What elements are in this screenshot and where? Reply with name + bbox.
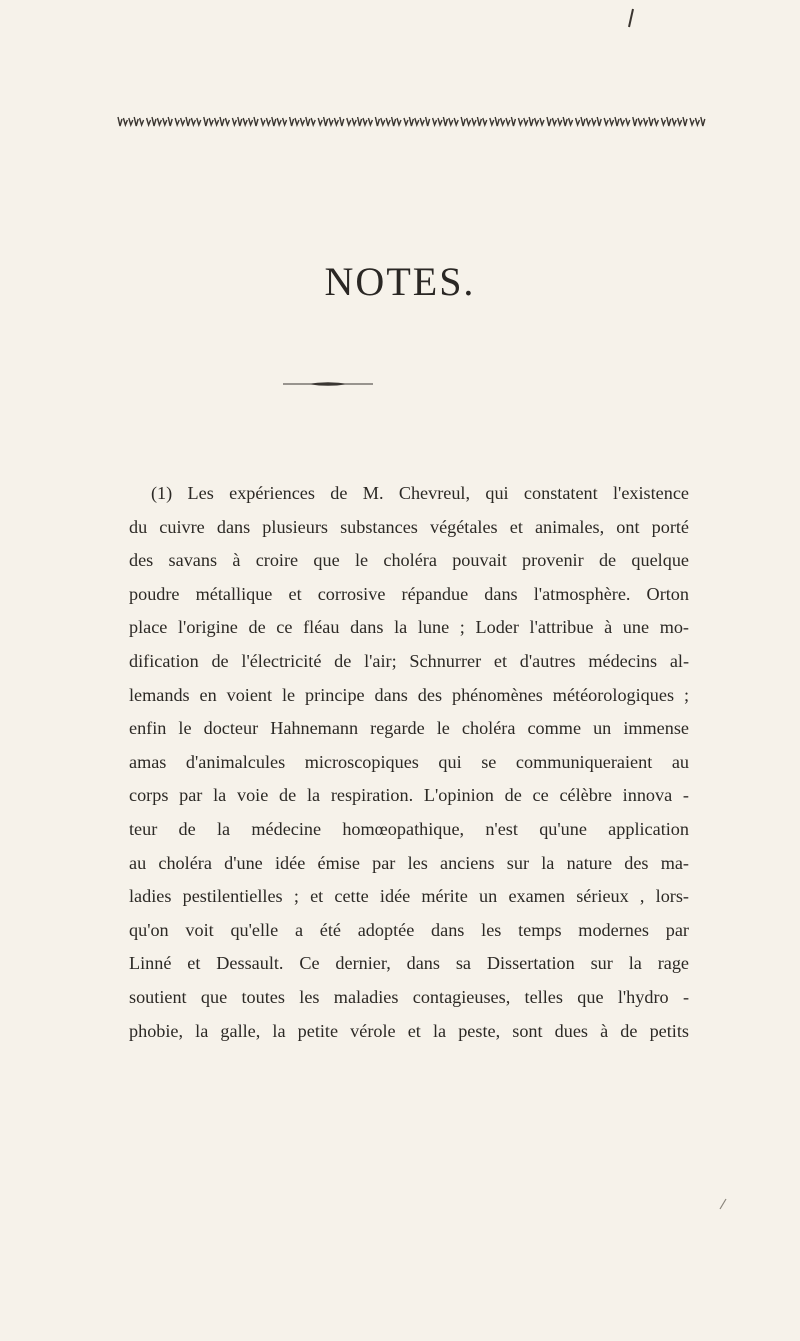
ornament-glyph <box>186 117 190 126</box>
ornament-glyph <box>649 117 653 126</box>
ornament-glyph <box>490 118 494 125</box>
ornament-glyph <box>347 118 351 125</box>
ornament-glyph <box>220 117 224 126</box>
ornament-glyph <box>277 118 281 125</box>
ornament-glyph <box>404 118 408 125</box>
ornament-glyph <box>592 118 596 125</box>
ornament-glyph <box>610 118 614 125</box>
ornament-glyph <box>204 117 208 126</box>
ornament-glyph <box>477 117 481 126</box>
ornament-glyph <box>654 118 658 125</box>
ornament-glyph <box>449 118 453 125</box>
ornament-glyph <box>140 118 144 125</box>
ornament-glyph <box>661 118 665 125</box>
ornament-glyph <box>334 118 338 125</box>
ornament-glyph <box>518 118 522 125</box>
ornament-glyph <box>397 118 401 125</box>
ornament-glyph <box>175 118 179 125</box>
footnote-line: place l'origine de ce fléau dans la lune ; Loder l'attribue à une mo- <box>129 617 689 638</box>
ornament-glyph <box>363 118 367 125</box>
footnote-line: ladies pestilentielles ; et cette idée mérite un examen sérieux , lors- <box>129 886 689 907</box>
ornament-glyph <box>197 118 201 125</box>
ornament-glyph <box>604 118 608 125</box>
footnote-line: teur de la médecine homœopathique, n'est qu'une application <box>129 818 689 839</box>
ornament-glyph <box>586 118 590 125</box>
ornament-glyph <box>261 118 265 125</box>
ornament-glyph <box>324 117 328 126</box>
ornament-glyph <box>129 118 133 125</box>
ornament-glyph <box>672 118 676 125</box>
ornament-glyph <box>683 117 687 126</box>
ink-mark-icon <box>626 8 636 28</box>
ornament-glyph <box>644 118 648 125</box>
ornament-glyph <box>420 118 424 125</box>
ornament-glyph <box>409 117 413 126</box>
ornament-glyph <box>191 118 195 125</box>
ornament-glyph <box>215 118 219 125</box>
ornament-glyph <box>381 118 385 125</box>
footnote-text <box>129 477 689 1048</box>
ornament-glyph <box>678 118 682 125</box>
footnote-line: phobie, la galle, la petite vérole et la peste, sont dues à de petits <box>129 1020 689 1041</box>
footnote-line: qu'on voit qu'elle a été adoptée dans les temps modernes par <box>129 919 689 940</box>
ornament-glyph <box>147 118 151 125</box>
ornament-glyph <box>626 118 630 125</box>
ornament-glyph <box>563 117 567 126</box>
footnote-line: Linné et Dessault. Ce dernier, dans sa Dissertation sur la rage <box>129 953 689 974</box>
ornament-glyph <box>581 117 585 126</box>
ornament-glyph <box>695 118 699 125</box>
ornament-glyph <box>238 117 242 126</box>
ornament-glyph <box>576 118 580 125</box>
ornament-glyph <box>232 118 236 125</box>
ornament-glyph <box>266 118 270 125</box>
footnote-line: corps par la voie de la respiration. L'opinion de ce célèbre innova - <box>129 785 689 806</box>
ornament-glyph <box>283 118 287 125</box>
ornament-glyph <box>163 118 167 125</box>
ornament-glyph <box>375 117 379 126</box>
ornament-glyph <box>597 117 601 126</box>
ornament-glyph <box>368 118 372 125</box>
ornament-glyph <box>529 117 533 126</box>
ornament-glyph <box>272 117 276 126</box>
footnote-line: amas d'animalcules microscopiques qui se communiqueraient au <box>129 751 689 772</box>
footnote-line: enfin le docteur Hahnemann regarde le choléra comme un immense <box>129 718 689 739</box>
ornament-glyph <box>540 118 544 125</box>
ornament-glyph <box>558 118 562 125</box>
footnote-line: des savans à croire que le choléra pouvait provenir de quelque <box>129 550 689 571</box>
ornament-glyph <box>123 118 127 125</box>
ornament-glyph <box>157 118 161 125</box>
ornament-glyph <box>569 118 573 125</box>
ornament-glyph <box>501 118 505 125</box>
ornament-glyph <box>552 118 556 125</box>
title-divider <box>283 381 373 387</box>
ornament-glyph <box>495 117 499 126</box>
ornament-glyph <box>524 118 528 125</box>
ornament-glyph <box>352 118 356 125</box>
footnote-line: au choléra d'une idée émise par les anciens sur la nature des ma- <box>129 852 689 873</box>
ornament-glyph <box>667 117 671 126</box>
ornament-glyph <box>633 117 637 126</box>
ornament-glyph <box>467 118 471 125</box>
ornament-glyph <box>134 117 138 126</box>
ornament-glyph <box>209 118 213 125</box>
ornament-glyph <box>506 118 510 125</box>
ornament-glyph <box>415 118 419 125</box>
margin-tick-icon <box>718 1198 728 1210</box>
footnote-line: du cuivre dans plusieurs substances végétales et animales, ont porté <box>129 516 689 537</box>
ornament-glyph <box>392 117 396 126</box>
footnote-line: (1) Les expériences de M. Chevreul, qui constatent l'existence <box>151 483 689 503</box>
ornament-glyph <box>701 117 705 126</box>
ornament-glyph <box>461 117 465 126</box>
ornament-glyph <box>426 117 430 126</box>
ornament-glyph <box>690 118 694 125</box>
ornament-glyph <box>254 117 258 126</box>
ornament-glyph <box>511 117 515 126</box>
ornament-glyph <box>358 117 362 126</box>
ornament-glyph <box>547 117 551 126</box>
ornament-glyph <box>311 118 315 125</box>
ornament-glyph <box>438 118 442 125</box>
ornamental-rule <box>116 110 709 132</box>
ornament-glyph <box>386 118 390 125</box>
page-title: NOTES. <box>324 259 476 304</box>
ornament-glyph <box>225 118 229 125</box>
footnote-line: soutient que toutes les maladies contagieuses, telles que l'hydro - <box>129 986 689 1007</box>
ornament-glyph <box>318 118 322 125</box>
footnote-line: dification de l'électricité de l'air; Schnurrer et d'autres médecins al- <box>129 650 689 671</box>
ornament-glyph <box>152 117 156 126</box>
ornament-glyph <box>615 117 619 126</box>
ornament-glyph <box>295 118 299 125</box>
ornament-glyph <box>483 118 487 125</box>
footnote-line: lemands en voient le principe dans des phénomènes météorologiques ; <box>129 684 689 705</box>
ornament-glyph <box>535 118 539 125</box>
footnote-line: poudre métallique et corrosive répandue dans l'atmosphère. Orton <box>129 583 689 604</box>
ornament-glyph <box>433 118 437 125</box>
ornament-glyph <box>300 118 304 125</box>
ornament-glyph <box>168 117 172 126</box>
ornament-glyph <box>340 117 344 126</box>
ornament-glyph <box>454 118 458 125</box>
ornament-glyph <box>306 117 310 126</box>
ornament-glyph <box>638 118 642 125</box>
ornament-glyph <box>620 118 624 125</box>
ornament-glyph <box>329 118 333 125</box>
ornament-glyph <box>118 117 122 126</box>
ornament-glyph <box>290 117 294 126</box>
ornament-glyph <box>181 118 185 125</box>
ornament-glyph <box>249 118 253 125</box>
ornament-glyph <box>243 118 247 125</box>
ornament-glyph <box>472 118 476 125</box>
ornament-glyph <box>443 117 447 126</box>
